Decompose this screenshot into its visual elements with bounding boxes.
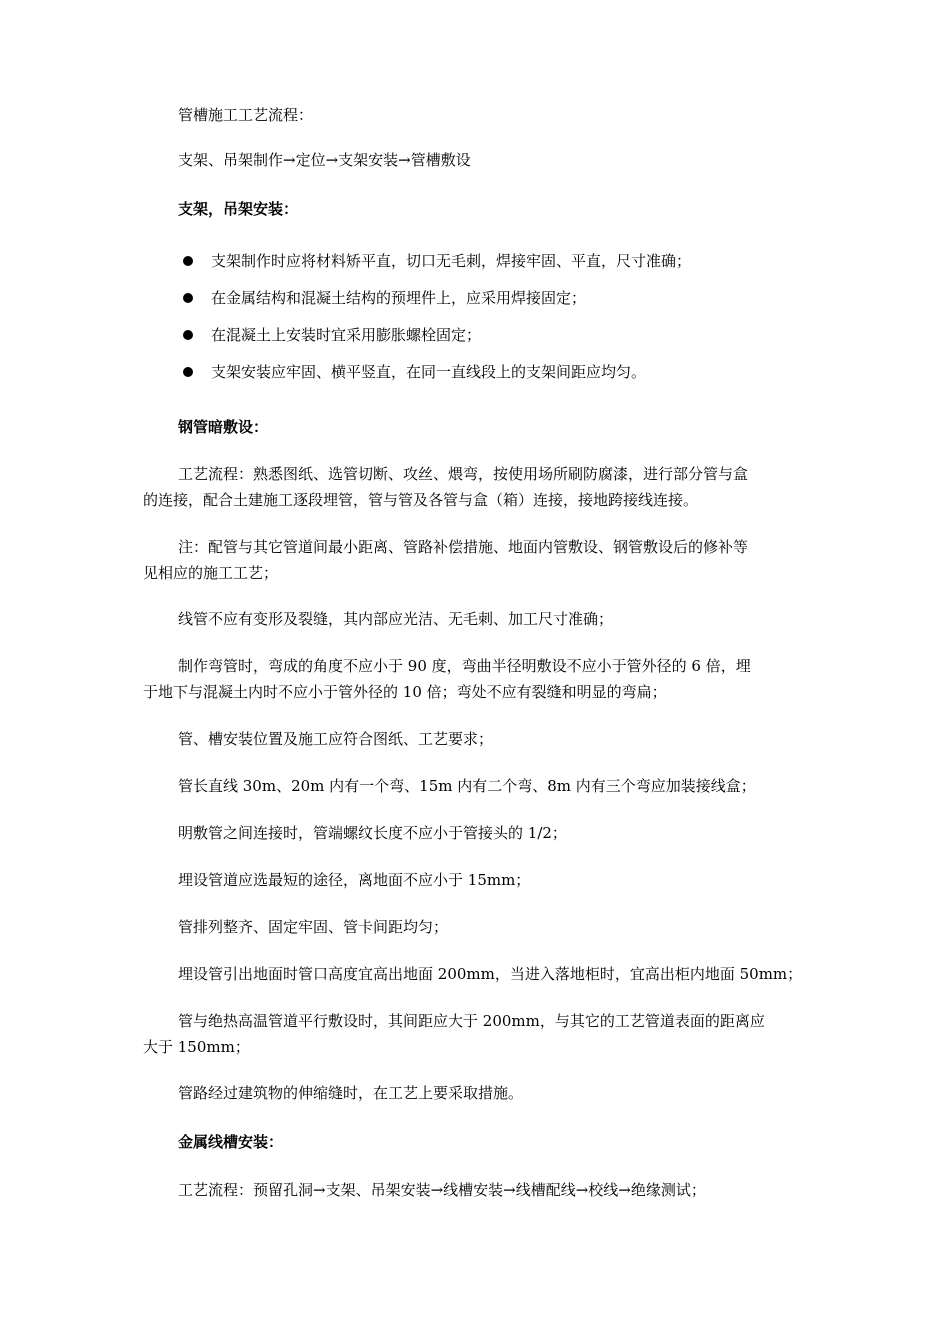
paragraph: 线管不应有变形及裂缝，其内部应光洁、无毛刺、加工尺寸准确； xyxy=(178,610,614,628)
paragraph: 管与绝热高温管道平行敷设时，其间距应大于 200mm，与其它的工艺管道表面的距离应 大于 150mm； xyxy=(143,1012,765,1056)
paragraph: 支架、吊架制作→定位→支架安装→管槽敷设 xyxy=(178,151,471,169)
paragraph: 工艺流程：预留孔洞→支架、吊架安装→线槽安装→线槽配线→校线→绝缘测试； xyxy=(178,1181,706,1199)
section-heading: 金属线槽安装： xyxy=(178,1133,284,1151)
paragraph: 埋设管道应选最短的途径，离地面不应小于 15mm； xyxy=(178,871,531,889)
paragraph: 管槽施工工艺流程： xyxy=(178,106,314,124)
section-heading: 支架，吊架安装： xyxy=(178,200,299,218)
section-heading: 钢管暗敷设： xyxy=(178,418,269,436)
bullet-icon xyxy=(183,367,193,377)
document-page: 管槽施工工艺流程： 支架、吊架制作→定位→支架安装→管槽敷设 支架，吊架安装： 支架制作时应将材料矫平直，切口无毛刺，焊接牢固、平直，尺寸准确； 在金属结构和混凝土结构的预埋件上，应采用焊接固定； 在混凝土上安装时宜采用膨胀螺栓固定； 支架安装应牢固、横平竖直，在同一直线段上的支架间距应均匀。 钢管暗敷设： 工艺流程：熟悉图纸、选管切断、攻丝、煨弯，按使用场所刷防腐漆，进行部分管与盒 的连接，配合土建施工逐段埋管，管与管及各管与盒（箱）连接，接地跨接线连接。 注：配管与其它管道间最小距离、管路补偿措施、地面内管敷设、钢管敷设后的修补等 见相应的施工工艺； 线管不应有变形及裂缝，其内部应光洁、无毛刺、加工尺寸准确； 制作弯管时，弯成的角度不应小于 90 度，弯曲半径明敷设不应小于管外径的 6 倍，埋 于地下与混凝土内时不应小于管外径的 10 倍；弯处不应有裂缝和明显的弯扁； 管、槽安装位置及施工应符合图纸、工艺要求； 管长直线 30m、20m 内有一个弯、15m 内有二个弯、8m 内有三个弯应加装接线盒； 明敷管之间连接时，管端螺纹长度不应小于管接头的 1/2； 埋设管道应选最短的途径，离地面不应小于 15mm； 管排列整齐、固定牢固、管卡间距均匀； 埋设管引出地面时管口高度宜高出地面 200mm，当进入落地柜时，宜高出柜内地面 50mm； 管与绝热高温管道平行敷设时，其间距应大于 200mm，与其它的工艺管道表面的距离应 大于 150mm； 管路经过建筑物的伸缩缝时，在工艺上要采取措施。 金属线槽安装： 工艺流程：预留孔洞→支架、吊架安装→线槽安装→线槽配线→校线→绝缘测试； xyxy=(0,0,950,1344)
paragraph: 管长直线 30m、20m 内有一个弯、15m 内有二个弯、8m 内有三个弯应加装接线盒； xyxy=(178,777,756,795)
paragraph: 注：配管与其它管道间最小距离、管路补偿措施、地面内管敷设、钢管敷设后的修补等 见相应的施工工艺； xyxy=(143,538,749,582)
paragraph: 制作弯管时，弯成的角度不应小于 90 度，弯曲半径明敷设不应小于管外径的 6 倍，埋 于地下与混凝土内时不应小于管外径的 10 倍；弯处不应有裂缝和明显的弯扁； xyxy=(143,657,751,701)
paragraph: 管、槽安装位置及施工应符合图纸、工艺要求； xyxy=(178,730,494,748)
bullet-icon xyxy=(183,293,193,303)
bullet-icon xyxy=(183,330,193,340)
paragraph: 管排列整齐、固定牢固、管卡间距均匀； xyxy=(178,918,449,936)
paragraph: 明敷管之间连接时，管端螺纹长度不应小于管接头的 1/2； xyxy=(178,824,567,842)
bullet-icon xyxy=(183,256,193,266)
paragraph: 工艺流程：熟悉图纸、选管切断、攻丝、煨弯，按使用场所刷防腐漆，进行部分管与盒 的连接，配合土建施工逐段埋管，管与管及各管与盒（箱）连接，接地跨接线连接。 xyxy=(143,465,749,509)
paragraph: 管路经过建筑物的伸缩缝时，在工艺上要采取措施。 xyxy=(178,1084,524,1102)
paragraph: 埋设管引出地面时管口高度宜高出地面 200mm，当进入落地柜时，宜高出柜内地面 50mm； xyxy=(178,965,803,983)
